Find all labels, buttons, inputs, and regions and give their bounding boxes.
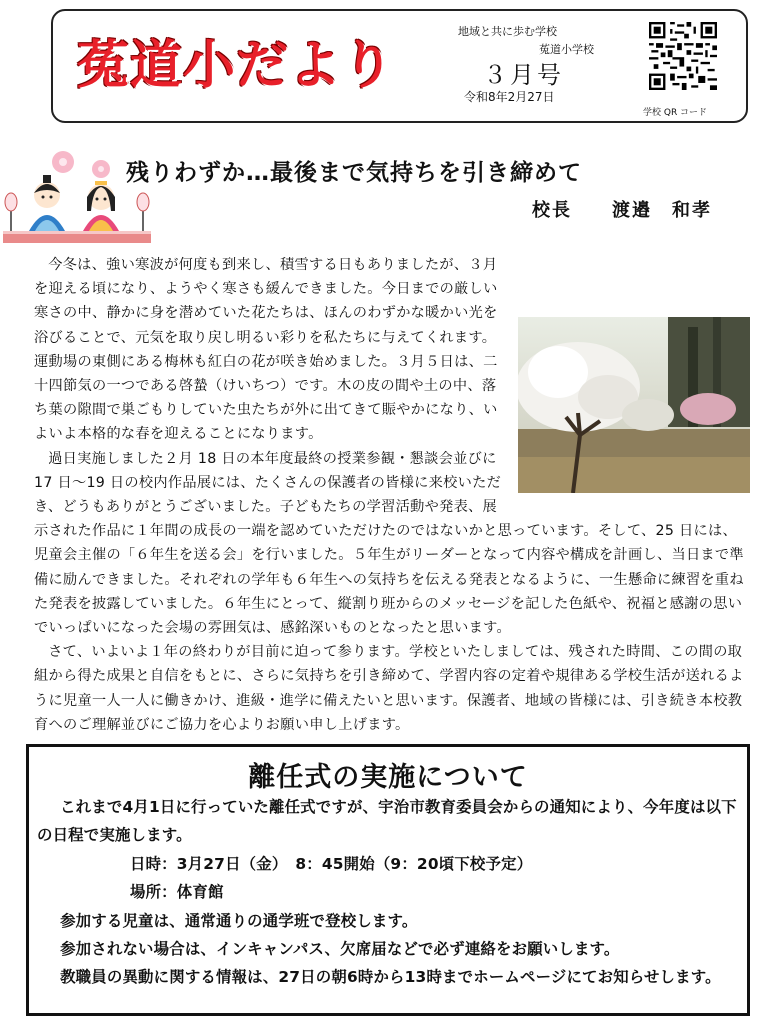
notice-title: 離任式の実施について <box>248 762 528 793</box>
article-author <box>532 196 712 222</box>
masthead-title: 菟道小だより <box>77 36 396 96</box>
article-paragraph-1: 今冬は、強い寒波が何度も到来し、積雪する日もありましたが、３月を迎える頃になり、ようやく寒さも緩んできました。今日までの厳しい寒さの中、静かに身を潜めていた花たちは、ほんのわずかな暖かい光を浴びることで、元気を取り戻し明るい彩りを私たちに与えてくれます。運動場の東側にある梅林も紅白の花が咲き始めました。３月５日は、二十四節気の一つである啓蟄（けいちつ）です。木の皮の間や土の中、落ち葉の隙間で巣ごもりしていた虫たちが外に出てきて賑やかになり、いよいよ本格的な春を迎えることになります。 <box>34 257 498 443</box>
article-body <box>34 253 750 737</box>
notice-line-2: 参加されない場合は、インキャンパス、欠席届などで必ず連絡をお願いします。 <box>60 940 620 959</box>
issue-number: ３月号 <box>483 61 564 89</box>
author-role: 校長 <box>532 200 572 221</box>
plum-blossom-photo <box>518 317 750 493</box>
article-paragraph-2: 過日実施しました２月 18 日の本年度最終の授業参観・懇談会並びに 17 日～19 日の校内作品展には、たくさんの保護者の皆様に来校いただき、どうもありがとうございました。子どもたちの学習活動や発表、展示された作品に１年間の成長の一端を認めていただけたのではないかと思っています。そして、25 日には、児童会主催の「６年生を送る会」を行いました。５年生がリーダーとなって内容や構成を計画し、当日まで準備に励んできました。それぞれの学年も６年生への気持ちを伝える発表となるように、一生懸命に練習を重ねた発表を披露していました。６年生にとって、縦割り班からのメッセージを記した色紙や、祝福と感謝の思いでいっぱいになった会場の雰囲気は、感銘深いものとなったと思います。 <box>34 450 744 637</box>
notice-box <box>26 744 750 1016</box>
qr-label: 学校 QR コード <box>643 108 708 118</box>
notice-body <box>37 793 743 992</box>
notice-datetime: 日時：3月27日（金） 8：45開始（9：20頃下校予定） <box>130 854 533 873</box>
qr-code-icon[interactable] <box>649 22 717 90</box>
article-paragraph-3: さて、いよいよ１年の終わりが目前に迫って参ります。学校といたしましては、残された時間、この間の取組から得た成果と自信をもとに、さらに気持ちを引き締めて、学習内容の定着や規律ある学校生活が送れるように児童一人一人に働きかけ、進級・進学に備えたいと思います。保護者、地域の皆様には、引き続き本校教育へのご理解並びにご協力を心よりお願い申し上げます。 <box>34 644 744 733</box>
issue-date: 令和8年2月27日 <box>464 90 555 104</box>
notice-intro: これまで4月1日に行っていた離任式ですが、宇治市教育委員会からの通知により、今年度は以下の日程で実施します。 <box>37 798 737 845</box>
header-box <box>51 9 748 123</box>
notice-place: 場所：体育館 <box>130 883 224 902</box>
article-title: 残りわずか…最後まで気持ちを引き締めて <box>126 160 582 186</box>
school-motto: 地域と共に歩む学校 <box>458 25 557 38</box>
notice-line-3: 教職員の異動に関する情報は、27日の朝6時から13時までホームページにてお知らせします。 <box>60 968 721 987</box>
author-name: 渡邉 和孝 <box>612 200 712 221</box>
school-name: 菟道小学校 <box>539 43 594 56</box>
notice-line-1: 参加する児童は、通常通りの通学班で登校します。 <box>60 911 418 930</box>
